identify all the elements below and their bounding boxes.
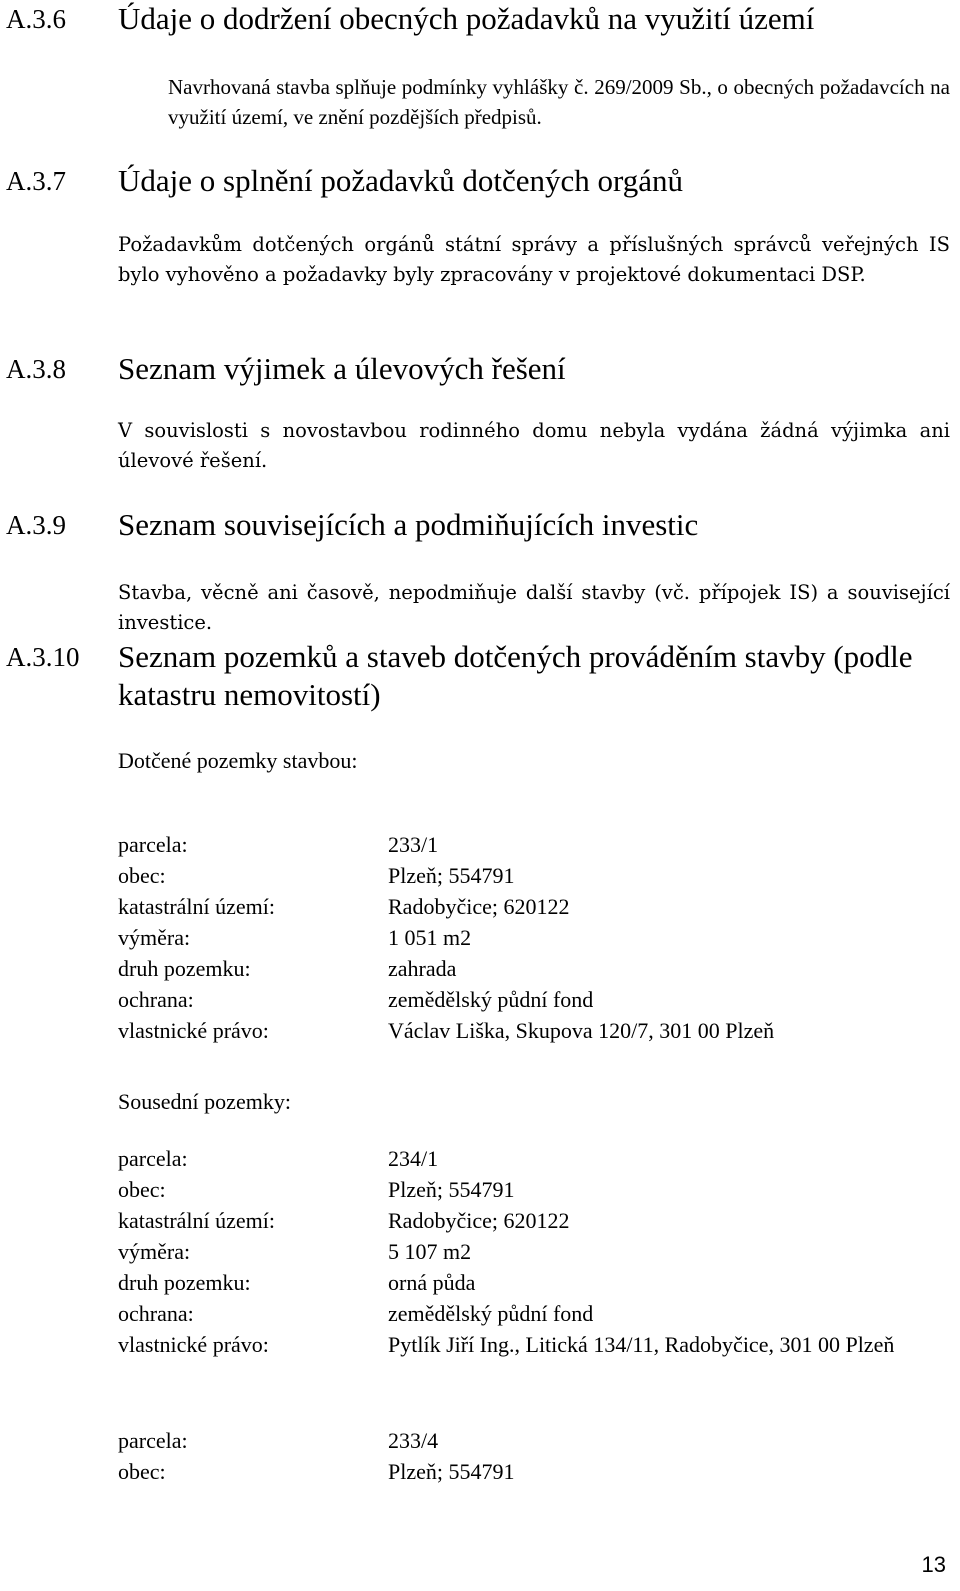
page-number: 13	[921, 1552, 946, 1577]
table-row: výměra: 5 107 m2	[118, 1239, 472, 1264]
section-text: Stavba, věcně ani časově, nepodmiňuje další stavby (vč. přípojek IS) a související investice.	[118, 581, 950, 634]
table-row: ochrana: zemědělský půdní fond	[118, 1301, 594, 1326]
neighbour-plots-heading: Sousední pozemky:	[118, 1089, 291, 1114]
table-row: katastrální území: Radobyčice; 620122	[118, 1208, 570, 1233]
section-number: A.3.8	[6, 354, 66, 384]
table-row: obec: Plzeň; 554791	[118, 863, 515, 888]
section-number: A.3.9	[6, 510, 66, 540]
table-row: parcela: 234/1	[118, 1146, 439, 1171]
affected-plot-table	[118, 829, 948, 1046]
section-text: Navrhovaná stavba splňuje podmínky vyhlášky č. 269/2009 Sb., o obecných požadavcích na využití území, ve znění pozdějších předpisů.	[168, 75, 950, 129]
table-row: vlastnické právo: Pytlík Jiří Ing., Litická 134/11, Radobyčice, 301 00 Plzeň	[118, 1332, 895, 1357]
table-row: parcela: 233/1	[118, 832, 439, 857]
table-row: obec: Plzeň; 554791	[118, 1459, 515, 1484]
neighbour-plot-table-2	[118, 1425, 948, 1487]
section-number: A.3.10	[6, 642, 80, 672]
neighbour-plot-table	[118, 1143, 948, 1360]
table-row: parcela: 233/4	[118, 1428, 439, 1453]
table-row: výměra: 1 051 m2	[118, 925, 472, 950]
section-number: A.3.7	[6, 166, 66, 196]
table-row: obec: Plzeň; 554791	[118, 1177, 515, 1202]
section-title: Seznam souvisejících a podmiňujících investic	[118, 507, 699, 542]
section-title: Údaje o splnění požadavků dotčených orgánů	[118, 163, 684, 198]
section-text: Požadavkům dotčených orgánů státní správy a příslušných správců veřejných IS bylo vyhověno a požadavky byly zpracovány v projektové dokumentaci DSP.	[118, 233, 950, 286]
section-title: Seznam pozemků a staveb dotčených prováděním stavby (podle katastru nemovitostí)	[118, 639, 913, 712]
section-text: V souvislosti s novostavbou rodinného domu nebyla vydána žádná výjimka ani úlevové řešení.	[118, 419, 950, 472]
section-number: A.3.6	[6, 4, 66, 34]
table-row: druh pozemku: zahrada	[118, 956, 457, 981]
table-row: vlastnické právo: Václav Liška, Skupova 120/7, 301 00 Plzeň	[118, 1018, 775, 1043]
affected-plots-heading: Dotčené pozemky stavbou:	[118, 748, 358, 773]
table-row: ochrana: zemědělský půdní fond	[118, 987, 594, 1012]
table-row: katastrální území: Radobyčice; 620122	[118, 894, 570, 919]
section-title: Údaje o dodržení obecných požadavků na využití území	[118, 1, 815, 36]
table-row: druh pozemku: orná půda	[118, 1270, 476, 1295]
section-title: Seznam výjimek a úlevových řešení	[118, 351, 566, 386]
